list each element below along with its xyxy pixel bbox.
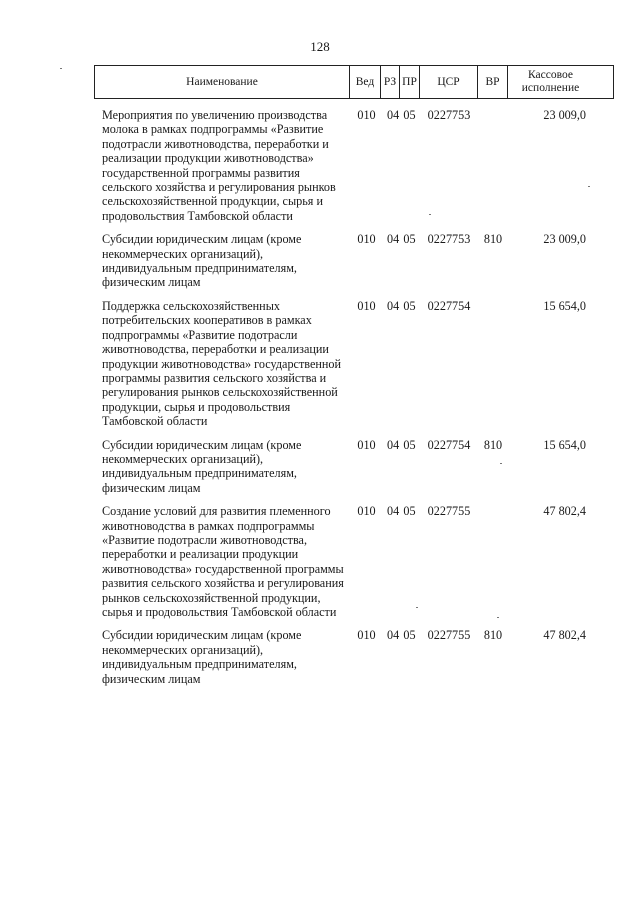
header-csr: ЦСР xyxy=(419,66,477,98)
table-row xyxy=(94,108,614,223)
scan-speck xyxy=(416,607,418,608)
row-rz: 04 xyxy=(387,504,400,519)
row-vr: 810 xyxy=(483,232,503,247)
table-row xyxy=(94,438,614,496)
row-name: Поддержка сельскохозяйственных потребительских кооперативов в рамках подпрограммы «Развитие подотрасли животноводства, переработки и реализации продукции животноводства» государственной программы развития сельского хозяйства и регулирования рынков сельскохозяйственной продукции, сырья и продовольствия Тамбовской области xyxy=(102,298,342,429)
row-name: Субсидии юридическим лицам (кроме некоммерческих организаций), индивидуальным предпринимателям, физическим лицам xyxy=(102,232,302,290)
row-csr: 0227754 xyxy=(427,437,471,452)
scan-speck xyxy=(497,617,499,618)
table-row xyxy=(94,232,614,290)
row-rz: 04 xyxy=(387,108,400,122)
row-name: Субсидии юридическим лицам (кроме некоммерческих организаций), индивидуальным предпринимателям, физическим лицам xyxy=(102,628,302,686)
scan-speck xyxy=(429,214,431,215)
row-pr: 05 xyxy=(403,298,416,313)
row-csr: 0227755 xyxy=(427,628,471,643)
scan-speck xyxy=(588,186,590,187)
page-number: 128 xyxy=(310,39,330,54)
row-csr: 0227753 xyxy=(427,108,471,122)
row-sum: 15 654,0 xyxy=(543,298,586,313)
table-row xyxy=(94,299,614,429)
row-pr: 05 xyxy=(403,628,416,643)
row-ved: 010 xyxy=(357,298,376,313)
row-vr xyxy=(476,299,506,429)
row-rz: 04 xyxy=(387,628,400,643)
row-sum: 23 009,0 xyxy=(543,108,586,122)
row-rz: 04 xyxy=(387,437,400,452)
header-rz: РЗ xyxy=(380,66,399,98)
table-row xyxy=(94,504,614,619)
row-csr: 0227755 xyxy=(427,504,471,519)
row-ved: 010 xyxy=(357,437,376,452)
row-rz: 04 xyxy=(387,232,400,247)
header-pr: ПР xyxy=(399,66,419,98)
row-pr: 05 xyxy=(403,232,416,247)
table-row xyxy=(94,628,614,686)
row-vr: 810 xyxy=(483,628,503,643)
scan-speck xyxy=(60,68,62,69)
table-header xyxy=(94,65,614,99)
row-sum: 15 654,0 xyxy=(543,437,586,452)
row-name: Мероприятия по увеличению производства молока в рамках подпрограммы «Развитие подотрасли животноводства, переработки и реализации продукции животноводства» государственной программы развития сельского хозяйства и регулирования рынков сельскохозяйственной продукции, сырья и продовольствия Тамбовской области xyxy=(102,108,336,223)
row-ved: 010 xyxy=(357,108,376,122)
header-name: Наименование xyxy=(186,75,258,88)
row-pr: 05 xyxy=(403,108,416,122)
row-csr: 0227754 xyxy=(427,298,471,313)
header-vr: ВР xyxy=(477,66,507,98)
row-name: Субсидии юридическим лицам (кроме некоммерческих организаций), индивидуальным предпринимателям, физическим лицам xyxy=(102,437,302,495)
row-ved: 010 xyxy=(357,504,376,519)
row-sum: 47 802,4 xyxy=(543,504,586,519)
header-sum: Кассовое исполнение xyxy=(507,66,593,98)
row-vr xyxy=(476,504,506,619)
row-pr: 05 xyxy=(403,437,416,452)
row-ved: 010 xyxy=(357,232,376,247)
row-sum: 23 009,0 xyxy=(543,232,586,247)
row-vr: 810 xyxy=(483,437,503,452)
row-name: Создание условий для развития племенного животноводства в рамках подпрограммы «Развитие подотрасли животноводства, переработки и реализации продукции животноводства» государственной программы развития сельского хозяйства и регулирования рынков сельскохозяйственной продукции, сырья и продовольствия Тамбовской области xyxy=(102,504,344,619)
row-rz: 04 xyxy=(387,298,400,313)
row-vr xyxy=(476,108,506,223)
budget-table xyxy=(94,65,614,686)
row-csr: 0227753 xyxy=(427,232,471,247)
scan-speck xyxy=(500,463,502,464)
row-ved: 010 xyxy=(357,628,376,643)
header-ved: Вед xyxy=(349,66,380,98)
row-sum: 47 802,4 xyxy=(543,628,586,643)
row-pr: 05 xyxy=(403,504,416,519)
